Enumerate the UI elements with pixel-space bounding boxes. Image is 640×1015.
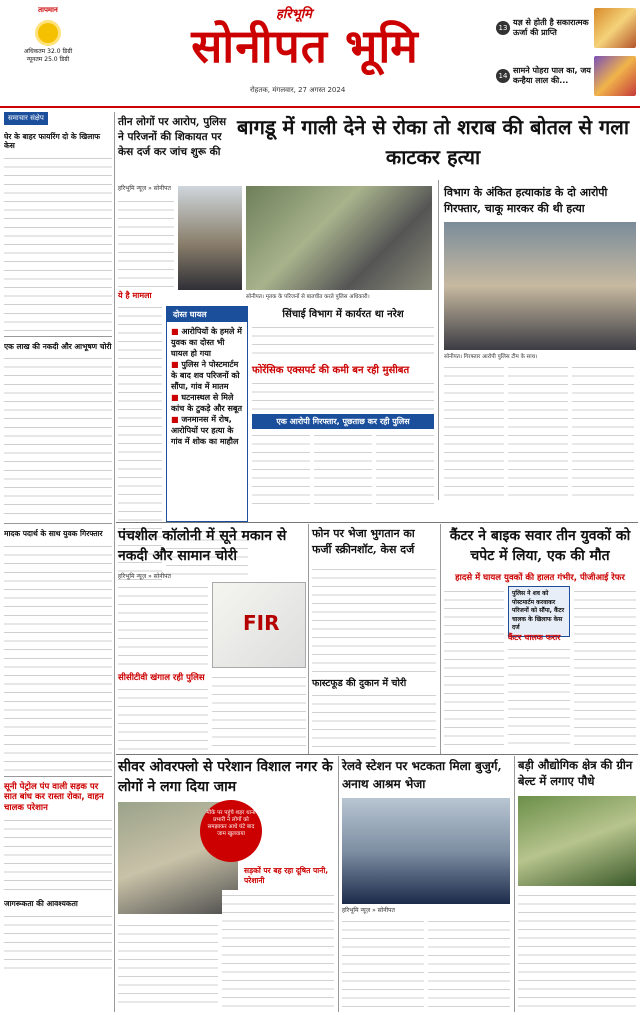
sewer-caption: सड़कों पर बह रहा दूषित पानी, परेशानी [244, 866, 329, 885]
brief-text [4, 153, 112, 331]
byline: हरिभूमि न्यूज़ » सोनीपत [118, 573, 171, 580]
canter-subhead: हादसे में घायल युवकों की हालत गंभीर, पीजीआई रेफर [455, 573, 625, 583]
canter-section: कैंटर चालक फरार [508, 633, 561, 642]
column-rule [514, 756, 515, 1012]
article-text [252, 322, 434, 358]
article-text [508, 362, 568, 502]
promo-image [594, 8, 636, 48]
article-text [312, 564, 436, 672]
column-rule [114, 112, 115, 1012]
brief-headline[interactable]: जागरूकता की आवश्यकता [4, 899, 78, 909]
article-text [314, 430, 372, 506]
canter-accident-headline[interactable]: कैंटर ने बाइक सवार तीन युवकों को चपेट में लिया, एक की मौत [449, 528, 631, 564]
article-text [444, 362, 504, 502]
column-rule [438, 180, 439, 500]
weather-min: न्यूनतम 25.0 डिग्री [26, 56, 70, 63]
scene-photo [246, 186, 432, 290]
section-rule [116, 754, 638, 755]
brief-text [4, 353, 112, 518]
greenbelt-headline[interactable]: बड़ी औद्योगिक क्षेत्र की ग्रीन बेल्ट में लगाए पौधे [518, 758, 633, 788]
right-top-headline[interactable]: विभाग के अंकित हत्याकांड के दो आरोपी गिरफ्तार, चाकू मारकर की थी हत्या [444, 186, 608, 215]
column-rule [338, 756, 339, 1012]
forensic-headline[interactable]: फोरेंसिक एक्सपर्ट की कमी बन रही मुसीबत [252, 365, 410, 376]
section-label: ये है मामला [118, 291, 152, 300]
masthead-rule [0, 106, 640, 108]
fir-image [212, 582, 306, 668]
article-text [508, 644, 570, 750]
column-rule [440, 524, 441, 754]
brief-text [4, 911, 112, 971]
box-point: ■ घटनास्थल से मिले कांच के टुकड़े और सबूत [171, 392, 243, 414]
top-byline: हरिभूमि न्यूज़ » सोनीपत [118, 185, 171, 192]
article-text [312, 690, 436, 750]
article-text [376, 430, 434, 506]
payment-fraud-headline[interactable]: फोन पर भेजा भुगतान का फर्जी स्क्रीनशॉट, केस दर्ज [312, 527, 415, 556]
sewer-headline[interactable]: सीवर ओवरफ्लो से परेशान विशाल नगर के लोगों ने लगा दिया जाम [118, 759, 333, 795]
article-text [118, 196, 174, 288]
promo-number: 13 [496, 21, 510, 35]
promo-item[interactable] [496, 4, 636, 52]
arrest-photo [444, 222, 636, 350]
article-text [428, 916, 510, 1010]
article-text [342, 916, 424, 1010]
promo-strip [496, 4, 636, 104]
article-text [444, 586, 504, 750]
article-text [118, 684, 208, 750]
section-rule [116, 522, 638, 523]
masthead [0, 0, 640, 112]
promo-text: यज्ञ से होती है सकारात्मक ऊर्जा की प्राप्ति [513, 18, 589, 37]
article-text [222, 890, 334, 1010]
weather-box [6, 6, 90, 96]
sun-icon [38, 23, 58, 43]
colony-theft-headline[interactable]: पंचशील कॉलोनी में सूने मकान से नकदी और सामान चोरी [118, 528, 287, 564]
elderly-photo [342, 798, 510, 904]
brief-headline[interactable]: मादक पदार्थ के साथ युवक गिरफ्तार [4, 529, 103, 539]
victim-photo [178, 186, 242, 290]
canter-info-box: पुलिस ने शव को पोस्टमार्टम करवाकर परिजनों को सौंपा, कैंटर चालक के खिलाफ केस दर्ज [508, 586, 570, 637]
highlight-box [166, 306, 248, 522]
brief-text [4, 541, 112, 771]
dateline: रोहतक, मंगलवार, 27 अगस्त 2024 [250, 86, 346, 94]
mid-headline[interactable]: सिंचाई विभाग में कार्यरत था नरेश [282, 309, 404, 320]
left-column [4, 112, 112, 1012]
top-sub-headline[interactable]: तीन लोगों पर आरोप, पुलिस ने परिजनों की शिकायत पर केस दर्ज कर जांच शुरू की [118, 116, 227, 158]
newspaper-title: सोनीपत भूमि [191, 19, 419, 73]
article-text [572, 362, 634, 502]
weather-max: अधिकतम 32.0 डिग्री [23, 48, 73, 55]
cctv-subhead: सीसीटीवी खंगाल रही पुलिस [118, 673, 205, 683]
promo-image [594, 56, 636, 96]
article-text [118, 582, 208, 668]
box-title: दोस्त घायल [167, 307, 247, 322]
top-headline[interactable]: बागडू में गाली देने से रोका तो शराब की बोतल से गला काटकर हत्या [236, 115, 629, 169]
column-rule [308, 524, 309, 754]
arrest-photo-caption: सोनीपत। गिरफ्तार आरोपी पुलिस टीम के साथ। [444, 354, 538, 360]
photo-caption: सोनीपत। मृतक के परिजनों से बातचीत करते पुलिस अधिकारी। [246, 294, 370, 300]
article-text [252, 430, 310, 506]
promo-text: सामने पोहरा पाल का, जय कन्हैया लाल की... [513, 66, 591, 85]
article-text [118, 920, 218, 1010]
brand-small: हरिभूमि [276, 7, 312, 22]
railway-headline[interactable]: रेलवे स्टेशन पर भटकता मिला बुजुर्ग, अनाथ आश्रम भेजा [342, 759, 502, 791]
promo-item[interactable] [496, 52, 636, 100]
callout-bubble: मौके पर पहुंचे शहर थाना प्रभारी ने लोगों को समझाकर आधे घंटे बाद जाम खुलवाया [200, 800, 262, 862]
brief-headline[interactable]: सूनी पेट्रोल पंप वाली सड़क पर सात बांध कर रास्ता रोका, वाहन चालक परेशान [4, 781, 104, 813]
brief-text [4, 815, 112, 895]
fastfood-theft-headline[interactable]: फास्टफूड की दुकान में चोरी [312, 678, 407, 689]
byline: हरिभूमि न्यूज़ » सोनीपत [342, 907, 395, 914]
article-text [518, 890, 636, 1010]
article-text [574, 586, 636, 750]
weather-label: तापमान [38, 6, 58, 14]
promo-number: 14 [496, 69, 510, 83]
box-point: ■ पुलिस ने पोस्टमार्टम के बाद शव परिजनों को सौंपा, गांव में मातम [171, 359, 243, 392]
brief-headline[interactable]: एक लाख की नकदी और आभूषण चोरी [4, 341, 112, 351]
arrest-banner[interactable]: एक आरोपी गिरफ्तार, पूछताछ कर रही पुलिस [252, 414, 434, 429]
article-text [212, 672, 306, 750]
box-point: ■ आरोपियों के हमले में युवक का दोस्त भी घायल हो गया [171, 326, 243, 359]
article-text [252, 378, 434, 412]
news-brief-badge: समाचार संक्षेप [4, 112, 48, 125]
box-point: ■ जनमानस में रोष, आरोपियों पर हत्या के गांव में शोक का माहौल [171, 414, 243, 447]
brief-headline[interactable]: घेर के बाहर फायरिंग दो के खिलाफ केस [4, 131, 101, 151]
plantation-photo [518, 796, 636, 886]
fir-label: FIR [243, 611, 280, 635]
